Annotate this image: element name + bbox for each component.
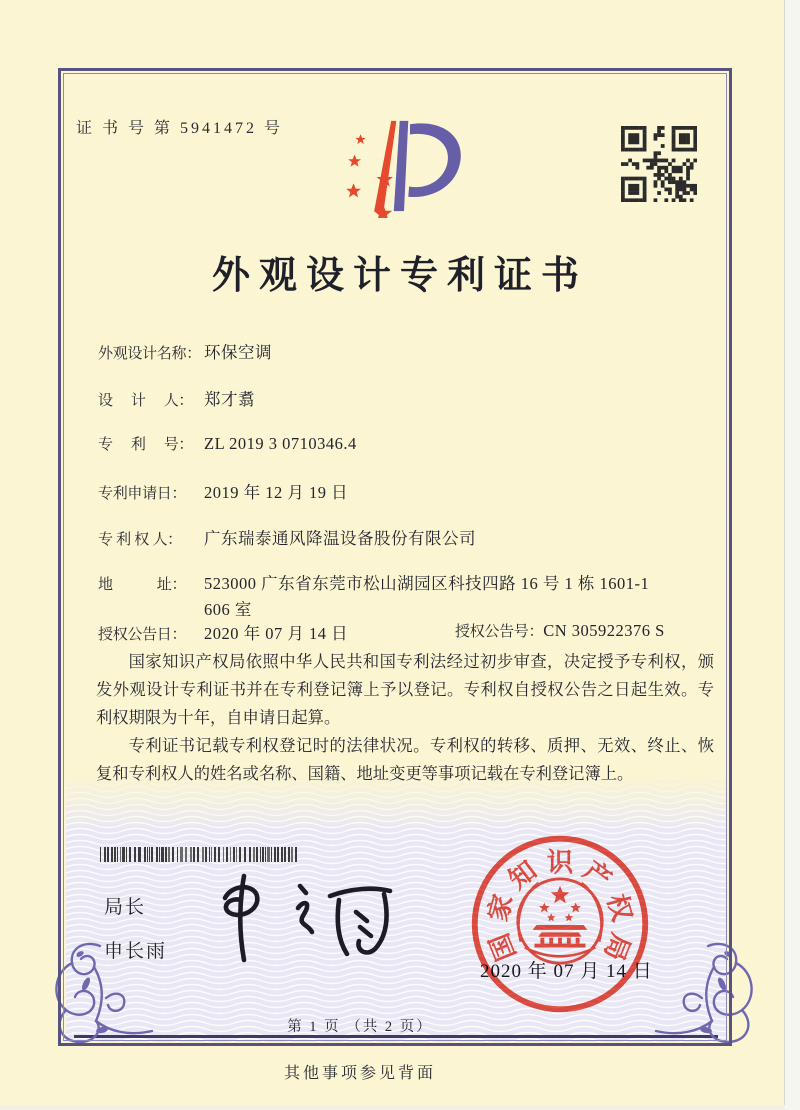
svg-text:识: 识 — [546, 847, 574, 878]
field-patentee — [98, 525, 476, 549]
scan-edge — [0, 1105, 785, 1110]
official-seal — [462, 826, 658, 1022]
field-label: 授权公告号： — [455, 624, 544, 640]
field-label: 地 址： — [98, 577, 187, 593]
certificate-number: 证 书 号 第 5941472 号 — [76, 120, 284, 137]
director-title: 局长 — [104, 897, 147, 918]
legal-paragraph-1: 国家知识产权局依照中华人民共和国专利法经过初步审查，决定授予专利权，颁发外观设计专利证书并在专利登记簿上予以登记。专利权自授权公告之日起生效。专利权期限为十年，自申请日起算。 — [96, 652, 714, 727]
field-label: 外观设计名称： — [98, 346, 201, 362]
back-note: 其他事项参见背面 — [283, 1065, 436, 1082]
field-label: 专 利 号： — [98, 437, 194, 453]
director-name: 申长雨 — [104, 941, 168, 962]
director-block — [104, 892, 167, 963]
barcode — [100, 845, 298, 863]
field-patent-number — [98, 433, 357, 454]
field-value: 523000 广东省东莞市松山湖园区科技四路 16 号 1 栋 1601-1 — [204, 574, 650, 593]
field-label: 设 计 人： — [98, 393, 194, 409]
page-indicator: 第 1 页 （共 2 页） — [287, 1019, 433, 1035]
svg-text:知: 知 — [502, 854, 543, 895]
qr-code — [621, 126, 697, 202]
field-filing-date — [98, 479, 348, 503]
svg-text:家: 家 — [482, 890, 519, 925]
svg-text:国: 国 — [483, 929, 522, 966]
legal-text — [96, 648, 714, 788]
field-grant — [98, 620, 665, 644]
legal-paragraph-2: 专利证书记载专利权登记时的法律状况。专利权的转移、质押、无效、终止、恢复和专利权人的姓名或名称、国籍、地址变更等事项记载在专利登记簿上。 — [96, 736, 714, 783]
grant-date: 2020 年 07 月 14 日 — [204, 624, 349, 643]
field-value: 广东瑞泰通风降温设备股份有限公司 — [204, 529, 476, 548]
scan-edge — [784, 0, 800, 1110]
field-value: 郑才翥 — [204, 390, 255, 409]
field-address — [98, 570, 650, 619]
field-label: 专 利 权 人： — [98, 532, 182, 548]
certificate-title: 外观设计专利证书 — [211, 255, 588, 297]
cnipa-logo-icon — [340, 114, 468, 218]
field-value-line2: 606 室 — [204, 600, 252, 619]
field-value: ZL 2019 3 0710346.4 — [204, 434, 357, 453]
field-design-name — [98, 339, 272, 363]
seal-date: 2020 年 07 月 14 日 — [480, 961, 653, 982]
field-grant-number — [455, 620, 665, 641]
field-label: 专利申请日： — [98, 486, 187, 502]
field-value: 环保空调 — [204, 343, 272, 362]
svg-text:权: 权 — [601, 890, 638, 925]
svg-text:局: 局 — [598, 929, 637, 966]
signature — [208, 862, 408, 970]
field-value: 2019 年 12 月 19 日 — [204, 483, 349, 502]
field-label: 授权公告日： — [98, 627, 187, 643]
field-designer — [98, 386, 255, 410]
grant-number: CN 305922376 S — [543, 621, 665, 640]
panel-bottom-rule — [74, 1035, 718, 1046]
svg-text:产: 产 — [577, 854, 618, 895]
